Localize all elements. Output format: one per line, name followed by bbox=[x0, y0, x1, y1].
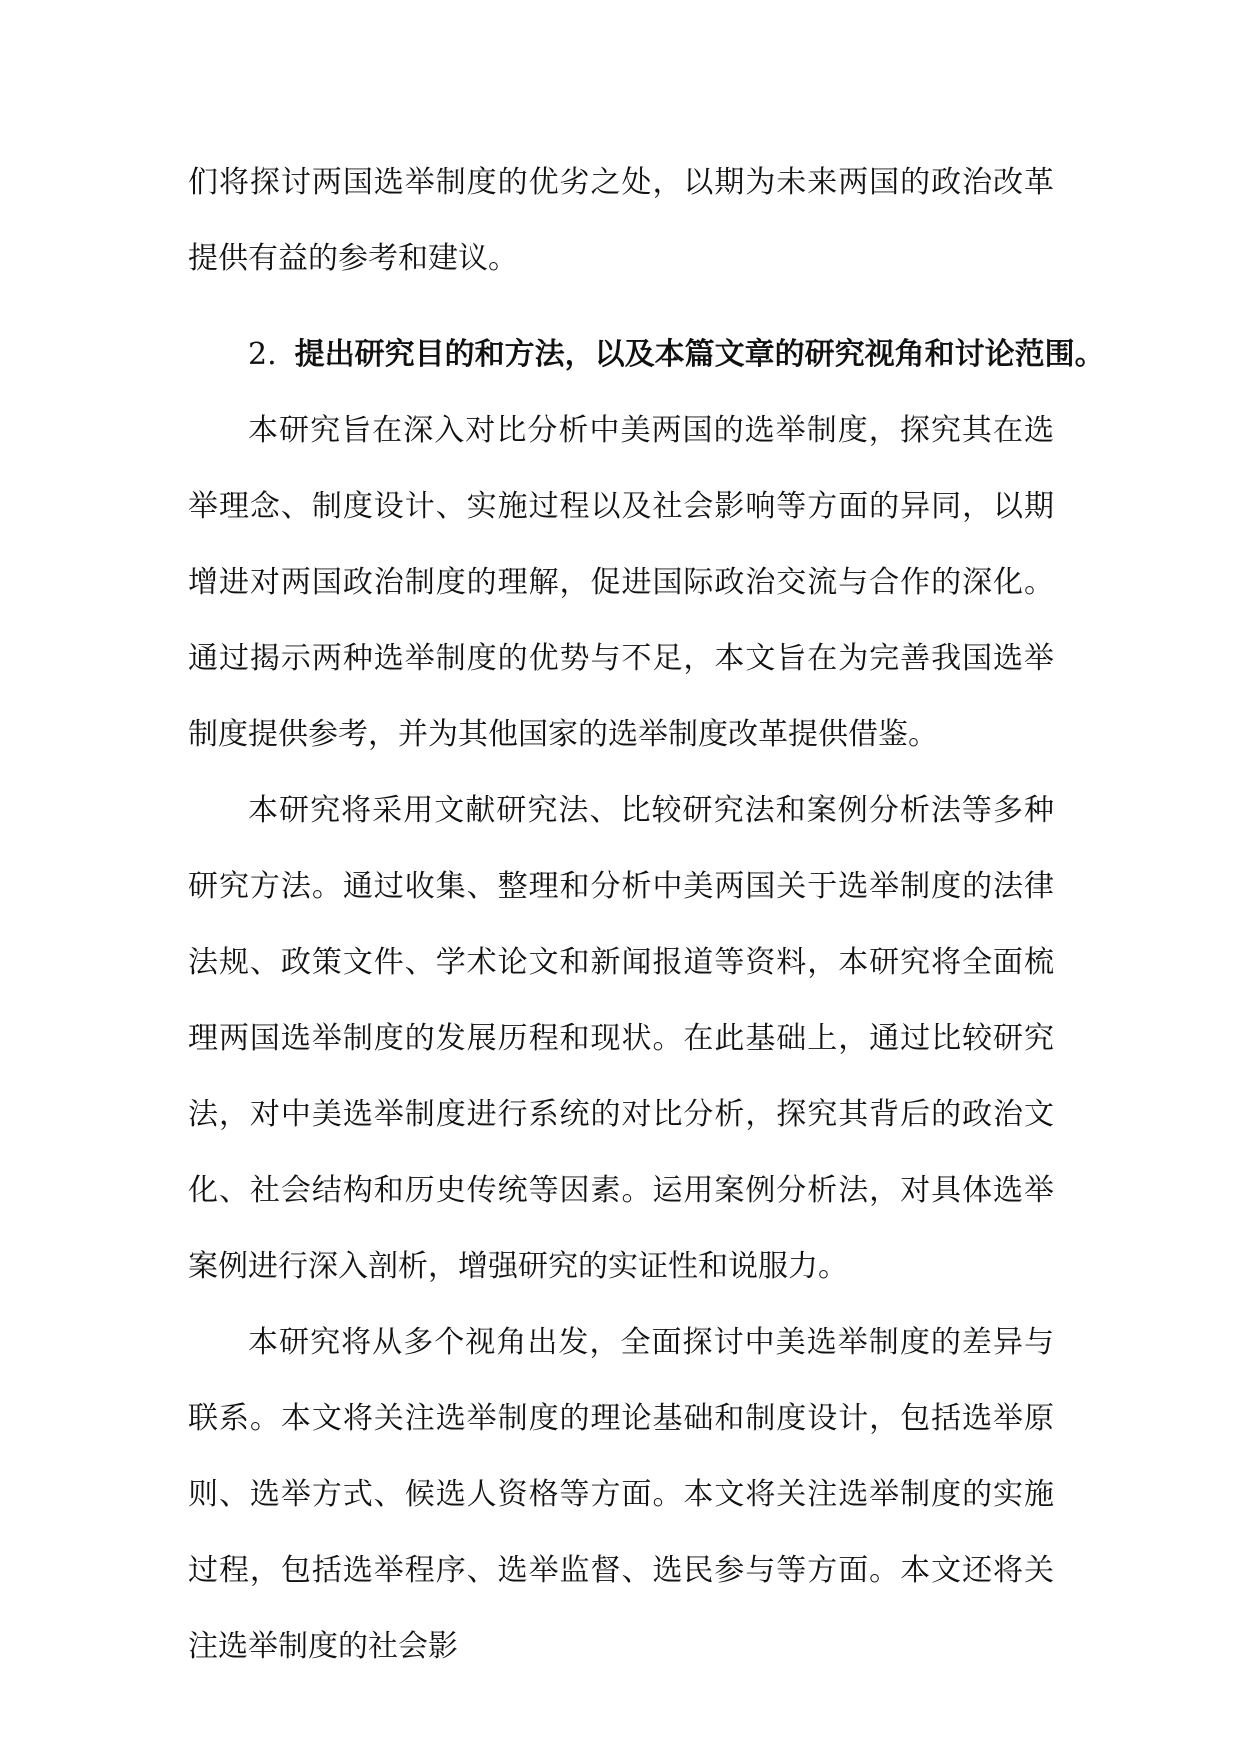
paragraph-research-purpose: 本研究旨在深入对比分析中美两国的选举制度，探究其在选举理念、制度设计、实施过程以及社会影响等方面的异同，以期增进对两国政治制度的理解，促进国际政治交流与合作的深化。通过揭示两种选举制度的优势与不足，本文旨在为完善我国选举制度提供参考，并为其他国家的选举制度改革提供借鉴。 bbox=[188, 413, 1054, 752]
section-number: 2. bbox=[248, 337, 277, 372]
section-heading bbox=[188, 317, 1105, 393]
document-body bbox=[188, 145, 1105, 1685]
paragraph-research-perspective: 本研究将从多个视角出发，全面探讨中美选举制度的差异与联系。本文将关注选举制度的理论基础和制度设计，包括选举原则、选举方式、候选人资格等方面。本文将关注选举制度的实施过程，包括选举程序、选举监督、选民参与等方面。本文还将关注选举制度的社会影 bbox=[188, 1325, 1054, 1664]
section-heading-text: 提出研究目的和方法，以及本篇文章的研究视角和讨论范围。 bbox=[294, 337, 1105, 372]
paragraph-research-methods: 本研究将采用文献研究法、比较研究法和案例分析法等多种研究方法。通过收集、整理和分析中美两国关于选举制度的法律法规、政策文件、学术论文和新闻报道等资料，本研究将全面梳理两国选举制度的发展历程和现状。在此基础上，通过比较研究法，对中美选举制度进行系统的对比分析，探究其背后的政治文化、社会结构和历史传统等因素。运用案例分析法，对具体选举案例进行深入剖析，增强研究的实证性和说服力。 bbox=[188, 793, 1054, 1284]
paragraph-continued: 们将探讨两国选举制度的优劣之处，以期为未来两国的政治改革提供有益的参考和建议。 bbox=[188, 165, 1054, 276]
